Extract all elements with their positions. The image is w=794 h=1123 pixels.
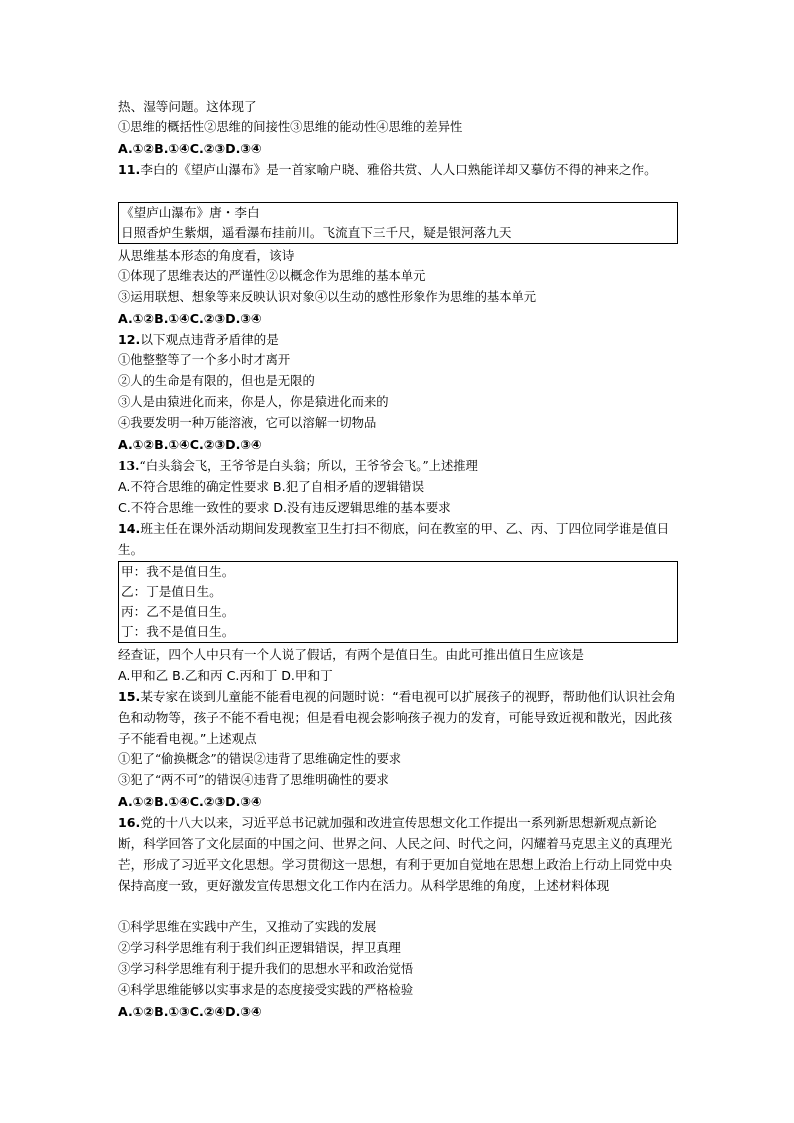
answer-options-text: A.①②B.①④C.②③D.③④ [118, 311, 262, 326]
question-number: 13. [118, 458, 140, 473]
answer-options-line: A.甲和乙 B.乙和丙 C.丙和丁 D.甲和丁 [118, 668, 333, 683]
answer-options [118, 138, 678, 159]
question-11 [118, 159, 678, 201]
question-14 [118, 518, 678, 560]
statement: 甲：我不是值日生。 [121, 564, 235, 579]
question-stem: 班主任在课外活动期间发现教室卫生打扫不彻底，问在教室的甲、乙、丙、丁四位同学谁是值日生。 [118, 521, 670, 557]
answer-options-line: C.不符合思维一致性的要求 D.没有违反逻辑思维的基本要求 [118, 500, 451, 515]
option-statement: ③人是由猿进化而来，你是人，你是猿进化而来的 [118, 395, 389, 409]
question-number: 12. [118, 332, 141, 347]
option-statements: ①犯了“偷换概念”的错误②违背了思维确定性的要求 [118, 752, 402, 766]
question-stem: “白头翁会飞，王爷爷是白头翁；所以，王爷爷会飞。”上述推理 [139, 459, 478, 473]
question-stem: 李白的《望庐山瀑布》是一首家喻户晓、雅俗共赏、人人口熟能详却又摹仿不得的神来之作。 [140, 162, 657, 177]
answer-options-text: A.①②B.①④C.②③D.③④ [118, 141, 262, 156]
option-statement: ①科学思维在实践中产生，又推动了实践的发展 [118, 920, 377, 934]
question-prompt: 经查证，四个人中只有一个人说了假话，有两个是值日生。由此可推出值日生应该是 [118, 647, 584, 662]
answer-options [118, 791, 678, 812]
answer-options [118, 434, 678, 455]
question-number: 16. [118, 815, 141, 830]
option-statements: ①体现了思维表达的严谨性②以概念作为思维的基本单元 [118, 269, 426, 283]
question-13 [118, 455, 678, 476]
question-number: 11. [118, 162, 141, 177]
option-statement: ③学习科学思维有利于提升我们的思想水平和政治觉悟 [118, 962, 414, 976]
answer-options [118, 1001, 678, 1022]
poem-title: 《望庐山瀑布》唐・李白 [121, 205, 260, 220]
option-statement: ②人的生命是有限的，但也是无限的 [118, 374, 315, 388]
question-stem: 某专家在谈到儿童能不能看电视的问题时说：“看电视可以扩展孩子的视野，帮助他们认识社会角色和动物等，孩子不能不看电视；但是看电视会影响孩子视力的发育，可能导致近视和散光，因此孩子不能看电视。”上述观点 [118, 689, 676, 746]
poem-box [118, 202, 678, 244]
answer-options [118, 308, 678, 329]
answer-options-line: A.不符合思维的确定性要求 B.犯了自相矛盾的逻辑错误 [118, 479, 425, 494]
option-statement: ④我要发明一种万能溶液，它可以溶解一切物品 [118, 416, 377, 430]
option-statement: ①他整整等了一个多小时才离开 [118, 353, 291, 367]
question-number: 14. [118, 521, 141, 536]
statement: 乙：丁是值日生。 [121, 584, 222, 599]
statement: 丁：我不是值日生。 [121, 624, 235, 639]
poem-text: 日照香炉生紫烟，遥看瀑布挂前川。飞流直下三千尺，疑是银河落九天 [121, 225, 512, 240]
option-statement: ②学习科学思维有利于我们纠正逻辑错误，捍卫真理 [118, 941, 401, 955]
statements-box [118, 561, 678, 643]
option-statement: ④科学思维能够以实事求是的态度接受实践的严格检验 [118, 983, 414, 997]
text-line: ①思维的概括性②思维的间接性③思维的能动性④思维的差异性 [118, 120, 463, 134]
question-12 [118, 329, 678, 350]
answer-options-text: A.①②B.①③C.②④D.③④ [118, 1004, 262, 1019]
question-stem: 党的十八大以来，习近平总书记就加强和改进宣传思想文化工作提出一系列新思想新观点新论断，科学回答了文化层面的中国之问、世界之问、人民之问、时代之问，闪耀着马克思主义的真理光芒，形成了习近平文化思想。学习贯彻这一思想，有利于更加自觉地在思想上政治上行动上同党中央保持高度一致，更好激发宣传思想文化工作内在活力。从科学思维的角度，上述材料体现 [118, 815, 673, 893]
option-statements: ③运用联想、想象等来反映认识对象④以生动的感性形象作为思维的基本单元 [118, 290, 537, 304]
answer-options-text: A.①②B.①④C.②③D.③④ [118, 437, 262, 452]
text-line: 热、湿等问题。这体现了 [118, 99, 257, 114]
question-16 [118, 812, 678, 917]
question-stem: 以下观点违背矛盾律的是 [140, 332, 279, 347]
exam-page [118, 96, 678, 1022]
question-15 [118, 686, 678, 749]
option-statements: ③犯了“两不可”的错误④违背了思维明确性的要求 [118, 773, 389, 787]
question-number: 15. [118, 689, 141, 704]
statement: 丙：乙不是值日生。 [121, 604, 235, 619]
answer-options-text: A.①②B.①④C.②③D.③④ [118, 794, 262, 809]
question-prompt: 从思维基本形态的角度看，该诗 [118, 248, 295, 263]
